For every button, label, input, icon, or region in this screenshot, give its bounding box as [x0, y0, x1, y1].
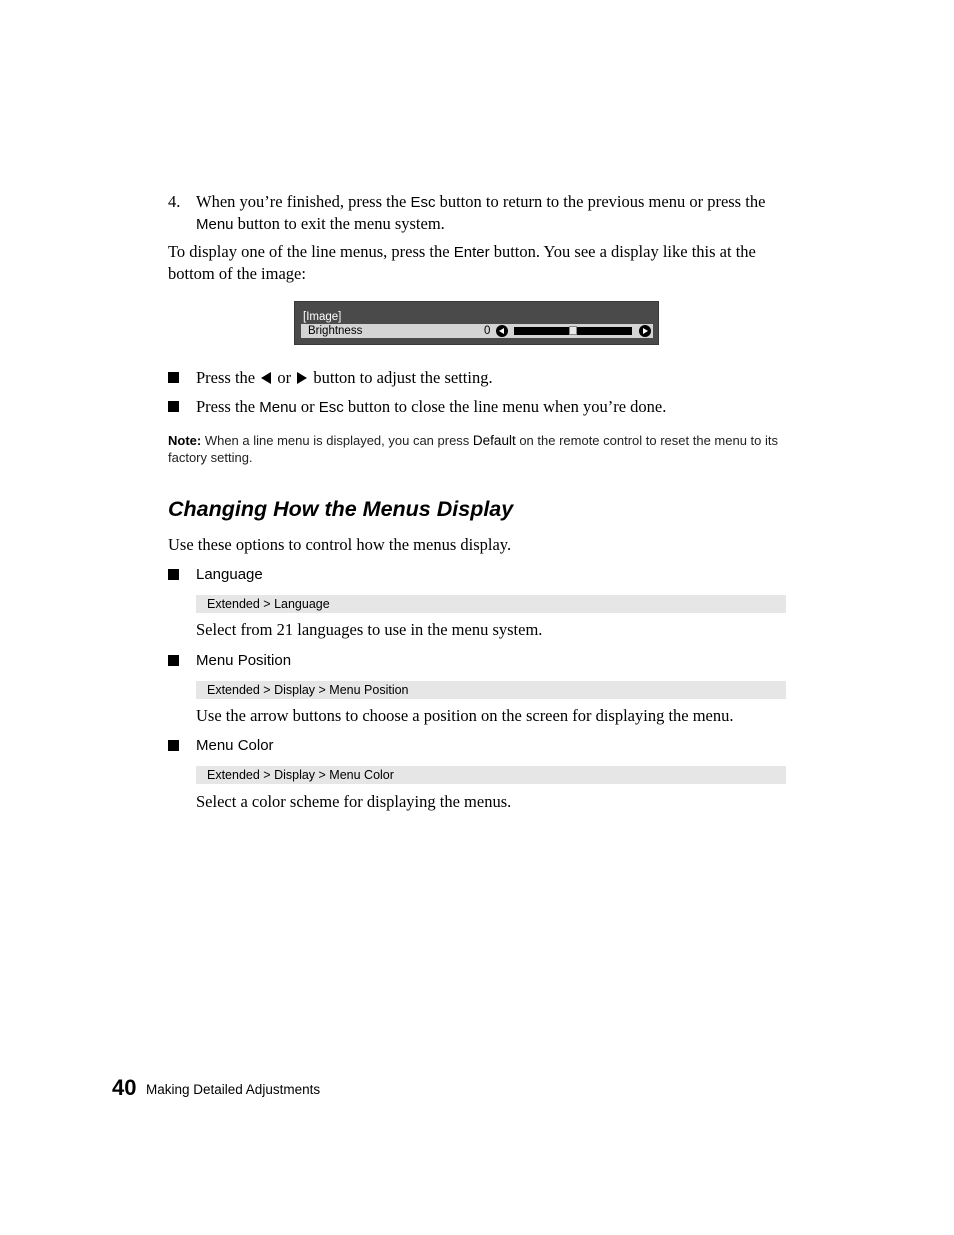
option-title: Language — [196, 566, 263, 583]
menu-path: Extended > Language — [196, 595, 786, 613]
line-menu-display — [294, 301, 659, 345]
chapter-title: Making Detailed Adjustments — [146, 1082, 321, 1097]
option-title: Menu Color — [196, 737, 274, 754]
menu-key: Menu — [259, 399, 297, 416]
esc-key: Esc — [318, 399, 344, 416]
option-description: Select a color scheme for displaying the menus. — [196, 792, 512, 811]
brightness-slider — [514, 327, 632, 335]
option-description: Use the arrow buttons to choose a position on the screen for displaying the menu. — [196, 706, 734, 725]
page-number: 40 — [112, 1075, 137, 1100]
left-triangle-icon — [261, 372, 271, 384]
square-bullet-icon — [168, 740, 179, 751]
right-arrow-icon — [639, 325, 651, 337]
option-title: Menu Position — [196, 652, 292, 669]
line-menu-title: [Image] — [303, 311, 342, 323]
option-description: Select from 21 languages to use in the menu system. — [196, 620, 543, 639]
step-number: 4. — [168, 192, 181, 211]
square-bullet-icon — [168, 401, 179, 412]
right-triangle-icon — [297, 372, 307, 384]
section-heading: Changing How the Menus Display — [168, 497, 514, 521]
section-intro: Use these options to control how the menus display. — [168, 535, 512, 554]
square-bullet-icon — [168, 655, 179, 666]
slider-thumb — [569, 326, 577, 335]
setting-label: Brightness — [308, 325, 363, 337]
menu-key: Menu — [196, 216, 234, 233]
left-arrow-icon — [496, 325, 508, 337]
square-bullet-icon — [168, 372, 179, 383]
line-menu-row — [301, 324, 653, 338]
note-label: Note: — [168, 433, 202, 448]
menu-path: Extended > Display > Menu Position — [196, 681, 786, 699]
setting-value: 0 — [484, 325, 491, 337]
square-bullet-icon — [168, 569, 179, 580]
note: Note: When a line menu is displayed, you can press Default on the remote control to reset the menu to its factory setting. — [168, 433, 779, 465]
default-key: Default — [472, 433, 516, 448]
menu-path: Extended > Display > Menu Color — [196, 766, 786, 784]
step-text: When you’re finished, press the Esc button to return to the previous menu or press the Menu button to exit the menu system. — [196, 192, 766, 233]
esc-key: Esc — [410, 194, 436, 211]
enter-key: Enter — [453, 244, 490, 261]
line-menu-paragraph: To display one of the line menus, press the Enter button. You see a display like this at the bottom of the image: — [168, 242, 756, 283]
